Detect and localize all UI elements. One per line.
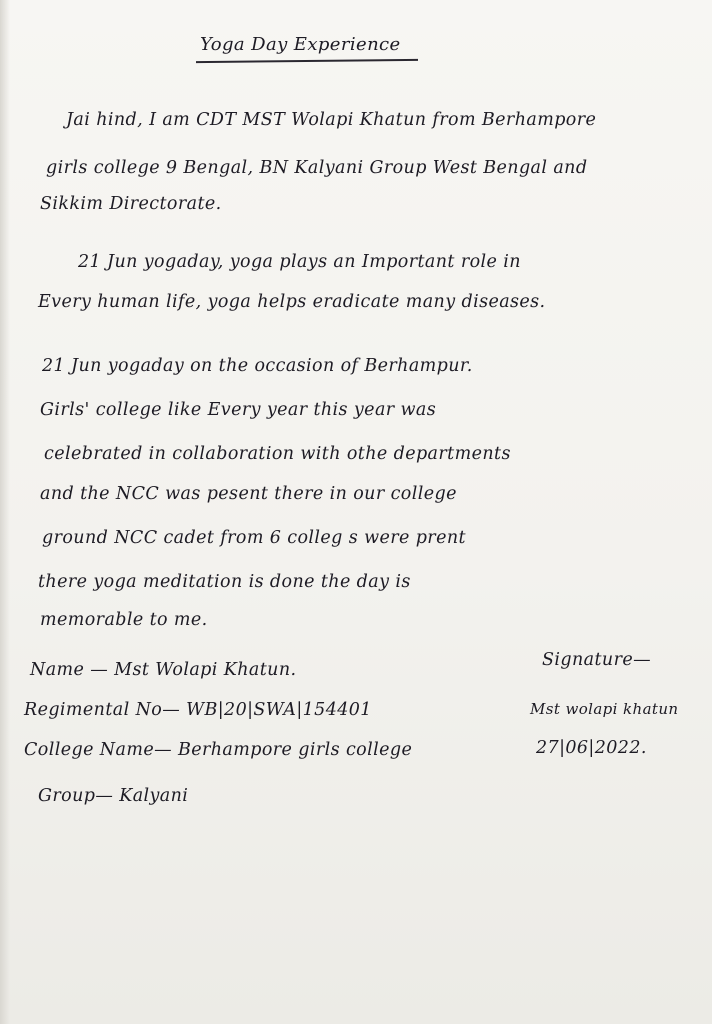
paragraph-3-line-7: memorable to me.: [40, 610, 208, 630]
detail-college-name: College Name— Berhampore girls college: [24, 740, 413, 760]
detail-group: Group— Kalyani: [38, 786, 189, 806]
paragraph-3-line-4: and the NCC was pesent there in our college: [40, 484, 457, 504]
detail-regimental-number: Regimental No— WB|20|SWA|154401: [24, 700, 372, 720]
paragraph-1-line-3: Sikkim Directorate.: [40, 194, 222, 214]
signature-label: Signature—: [542, 650, 652, 670]
paragraph-3-line-2: Girls' college like Every year this year was: [40, 400, 437, 420]
paragraph-3-line-5: ground NCC cadet from 6 colleg s were prent: [42, 528, 466, 548]
paragraph-2-line-2: Every human life, yoga helps eradicate many diseases.: [38, 292, 546, 312]
page-edge-shadow: [0, 0, 10, 1024]
paragraph-1-line-2: girls college 9 Bengal, BN Kalyani Group West Bengal and: [46, 158, 588, 178]
paragraph-3-line-6: there yoga meditation is done the day is: [38, 572, 411, 592]
paragraph-3-line-1: 21 Jun yogaday on the occasion of Berhampur.: [42, 356, 473, 376]
paragraph-1-line-1: Jai hind, I am CDT MST Wolapi Khatun from Berhampore: [66, 110, 597, 130]
paragraph-3-line-3: celebrated in collaboration with othe departments: [44, 444, 511, 464]
signature-date: 27|06|2022.: [536, 738, 647, 758]
signature-name: Mst wolapi khatun: [530, 700, 679, 718]
paragraph-2-line-1: 21 Jun yogaday, yoga plays an Important role in: [78, 252, 521, 272]
title-underline: [196, 59, 418, 63]
page-title: Yoga Day Experience: [200, 34, 401, 55]
detail-name: Name — Mst Wolapi Khatun.: [30, 660, 297, 680]
